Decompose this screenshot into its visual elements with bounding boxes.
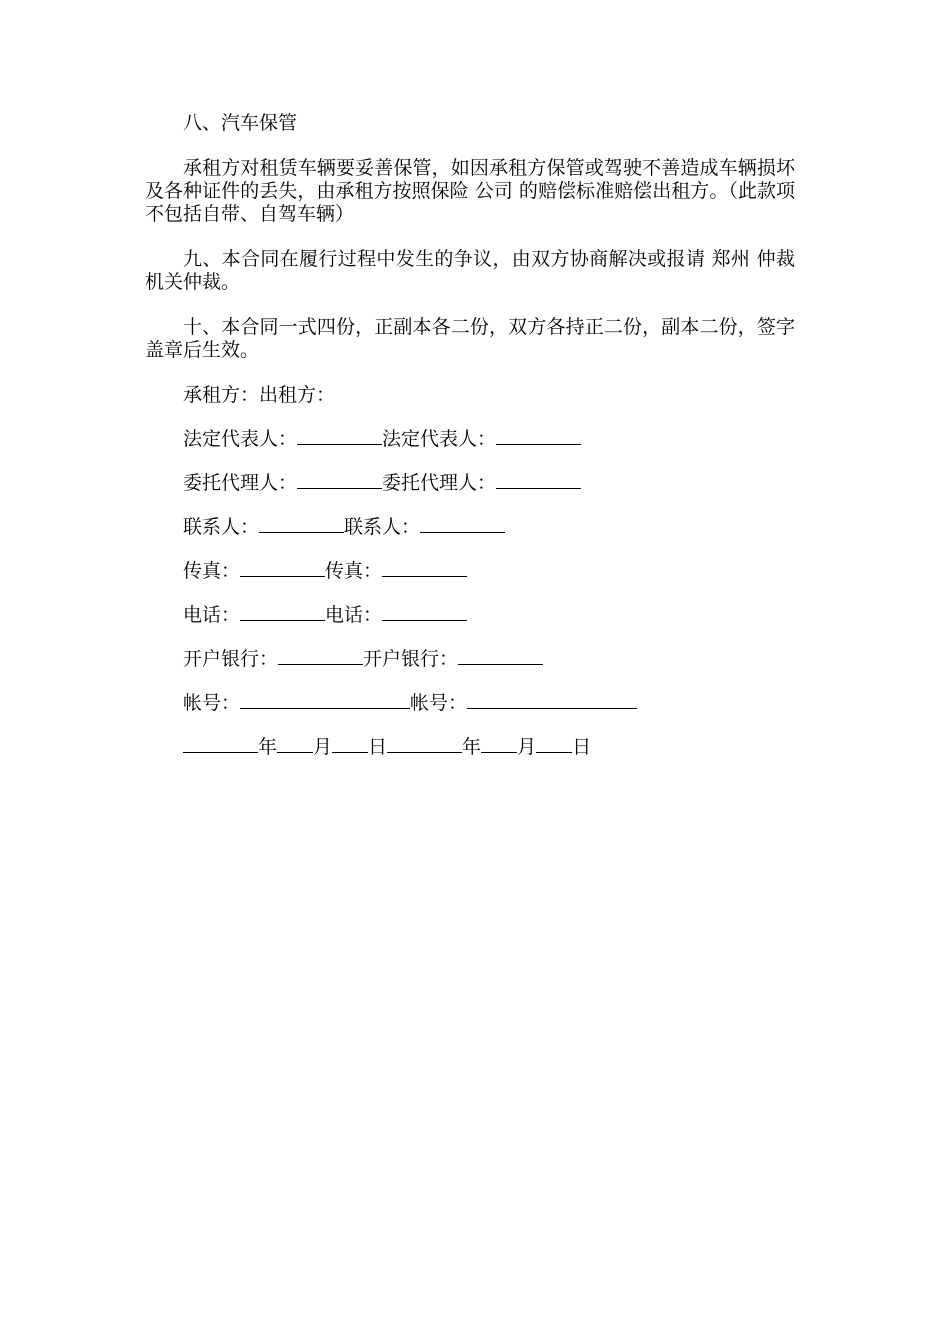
lessee-day-label: 日 — [368, 736, 388, 758]
lessee-agent-blank — [297, 472, 382, 489]
lessor-agent-label: 委托代理人： — [382, 472, 497, 494]
lessee-phone-label: 电话： — [183, 604, 241, 626]
lessee-account-blank — [240, 692, 410, 709]
lessee-bank-label: 开户银行： — [183, 648, 279, 670]
contact-line — [145, 516, 795, 539]
lessee-fax-blank — [240, 560, 325, 577]
lessor-year-label: 年 — [462, 736, 482, 758]
section-9-clause: 九、本合同在履行过程中发生的争议，由双方协商解决或报请 郑州 仲裁机关仲裁。 — [145, 248, 795, 293]
lessor-year-blank — [387, 736, 462, 753]
lessee-phone-blank — [240, 604, 325, 621]
bank-line — [145, 648, 795, 671]
lessor-day-blank — [536, 736, 572, 753]
lessor-phone-label: 电话： — [325, 604, 383, 626]
lessor-bank-blank — [458, 648, 543, 665]
lessee-contact-label: 联系人： — [183, 516, 260, 538]
lessee-agent-label: 委托代理人： — [183, 472, 298, 494]
lessor-bank-label: 开户银行： — [363, 648, 459, 670]
lessee-legal-rep-label: 法定代表人： — [183, 428, 298, 450]
section-8-heading: 八、汽车保管 — [183, 112, 298, 134]
lessor-month-blank — [481, 736, 517, 753]
lessor-contact-blank — [420, 516, 505, 533]
phone-line — [145, 604, 795, 627]
lessor-agent-blank — [496, 472, 581, 489]
fax-line — [145, 560, 795, 583]
document-content — [145, 112, 795, 780]
legal-rep-line — [145, 428, 795, 451]
lessor-fax-blank — [382, 560, 467, 577]
parties-label: 承租方：出租方： — [183, 384, 336, 406]
parties-line — [145, 384, 795, 407]
section-8-body: 承租方对租赁车辆要妥善保管，如因承租方保管或驾驶不善造成车辆损坏及各种证件的丢失，由承租方按照保险 公司 的赔偿标准赔偿出租方。（此款项不包括自带、自驾车辆） — [145, 157, 795, 225]
lessee-fax-label: 传真： — [183, 560, 241, 582]
lessor-fax-label: 传真： — [325, 560, 383, 582]
lessor-contact-label: 联系人： — [344, 516, 421, 538]
lessor-account-blank — [467, 692, 637, 709]
lessee-account-label: 帐号： — [183, 692, 241, 714]
lessor-legal-rep-blank — [496, 428, 581, 445]
agent-line — [145, 472, 795, 495]
date-line — [145, 736, 795, 759]
lessee-legal-rep-blank — [297, 428, 382, 445]
account-line — [145, 692, 795, 715]
lessor-legal-rep-label: 法定代表人： — [382, 428, 497, 450]
lessee-year-blank — [183, 736, 258, 753]
lessor-month-label: 月 — [517, 736, 537, 758]
lessor-account-label: 帐号： — [410, 692, 468, 714]
lessor-phone-blank — [382, 604, 467, 621]
lessee-month-label: 月 — [313, 736, 333, 758]
lessee-month-blank — [277, 736, 313, 753]
lessee-year-label: 年 — [258, 736, 278, 758]
lessor-day-label: 日 — [572, 736, 592, 758]
lessee-contact-blank — [259, 516, 344, 533]
lessee-day-blank — [332, 736, 368, 753]
lessee-bank-blank — [278, 648, 363, 665]
section-10-clause: 十、本合同一式四份，正副本各二份，双方各持正二份，副本二份，签字盖章后生效。 — [145, 316, 795, 361]
